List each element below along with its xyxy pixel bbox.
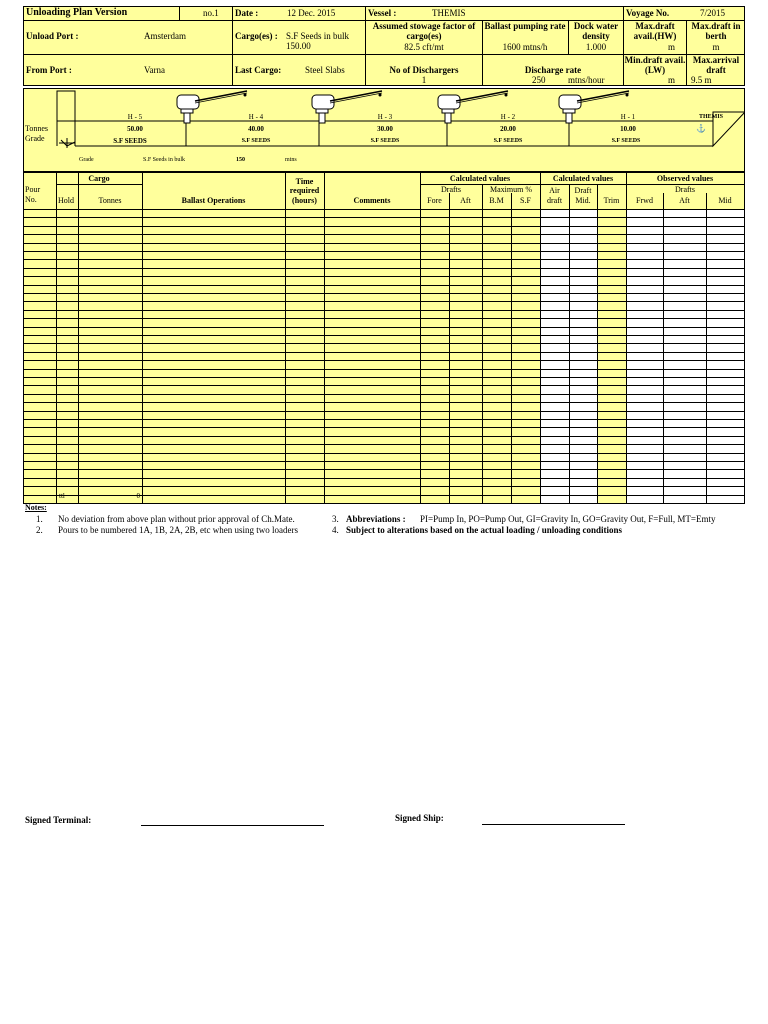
hold-name: H - 5 <box>127 113 143 121</box>
pour-no-header: No. <box>25 195 37 204</box>
table-row[interactable] <box>24 217 744 218</box>
voyage-value: 7/2015 <box>700 8 726 18</box>
table-row[interactable] <box>24 461 744 462</box>
summary-quantity: 150 <box>236 157 245 163</box>
table-row[interactable] <box>24 234 744 235</box>
table-row[interactable] <box>24 327 744 328</box>
max-draft-berth-unit: m <box>712 42 720 52</box>
note-number: 4. <box>332 525 339 535</box>
table-row[interactable] <box>24 369 744 370</box>
note-number: 3. <box>332 514 339 524</box>
min-draft-label: Min.draft avail.(LW) <box>624 55 686 75</box>
vessel-value: THEMIS <box>432 8 466 18</box>
from-port-label: From Port : <box>26 65 72 75</box>
hold-tonnes: 40.00 <box>248 125 264 133</box>
table-row[interactable] <box>24 486 744 487</box>
abbreviations-label: Abbreviations : <box>346 514 406 524</box>
table-row[interactable] <box>24 251 744 252</box>
table-row[interactable] <box>24 335 744 336</box>
cargo-header: Cargo <box>88 174 110 183</box>
max-draft-hw-unit: m <box>668 42 676 52</box>
table-row[interactable] <box>24 301 744 302</box>
table-row[interactable] <box>24 343 744 344</box>
max-draft-berth-label: Max.draft in berth <box>691 21 741 41</box>
signed-terminal-label: Signed Terminal: <box>25 815 92 825</box>
aft-header: Aft <box>460 196 471 205</box>
observed-aft-header: Aft <box>679 196 690 205</box>
summary-grade-value: S.F Seeds in bulk <box>143 157 186 163</box>
table-row[interactable] <box>24 419 744 420</box>
pour-table <box>23 172 745 504</box>
note-number: 1. <box>36 514 43 524</box>
hold-name: H - 3 <box>377 113 393 121</box>
draft-mid-header: Mid. <box>575 196 591 205</box>
unload-port-value: Amsterdam <box>144 31 186 41</box>
cargo-quantity: 150.00 <box>286 41 311 51</box>
ballast-header: Ballast Operations <box>181 196 246 205</box>
table-row[interactable] <box>24 478 744 479</box>
air-draft-header: draft <box>546 196 563 205</box>
hold-tonnes: 20.00 <box>500 125 516 133</box>
version-value: no.1 <box>203 8 219 18</box>
observed-values-header: Observed values <box>656 174 714 183</box>
summary-unit: mtns <box>285 157 297 163</box>
notes-title: Notes: <box>25 503 47 512</box>
dock-density-value: 1.000 <box>585 42 607 52</box>
note-text: No deviation from above plan without prior approval of Ch.Mate. <box>58 514 295 524</box>
discharge-rate-value: 250 <box>532 75 546 85</box>
stowage-label: Assumed stowage factor of cargo(es) <box>372 21 476 41</box>
table-row[interactable] <box>24 259 744 260</box>
time-header-2: required <box>289 186 320 195</box>
tonnes-header: Tonnes <box>98 196 122 205</box>
table-row[interactable] <box>24 310 744 311</box>
fore-header: Fore <box>427 196 442 205</box>
tonnes-row-label: Tonnes <box>25 124 48 133</box>
hold-header: Hold <box>58 196 74 205</box>
hold-name: H - 1 <box>620 113 636 121</box>
pour-header: Pour <box>25 185 41 194</box>
table-row[interactable] <box>24 276 744 277</box>
vessel-label: Vessel : <box>368 8 397 18</box>
bm-header: B.M <box>489 196 504 205</box>
hold-grade: S.F SEEDS <box>611 138 641 144</box>
mid-header: Mid <box>718 196 732 205</box>
calc-values-2-header: Calculated values <box>552 174 614 183</box>
discharge-rate-unit: mtns/hour <box>568 75 605 85</box>
cargo-label: Cargo(es) : <box>235 31 278 41</box>
hold-tonnes: 30.00 <box>377 125 393 133</box>
table-row[interactable] <box>24 377 744 378</box>
hold-name: H - 4 <box>248 113 264 121</box>
table-row[interactable] <box>24 318 744 319</box>
grade-row-label: Grade <box>25 134 45 143</box>
ship-name: THEMIS <box>699 114 724 120</box>
table-row[interactable] <box>24 226 744 227</box>
table-row[interactable] <box>24 411 744 412</box>
total-value: 0 <box>136 492 140 500</box>
table-row[interactable] <box>24 427 744 428</box>
hold-tonnes: 10.00 <box>620 125 636 133</box>
air-header: Air <box>549 186 560 195</box>
discharge-rate-label: Discharge rate <box>524 65 582 75</box>
hold-grade: S.F SEEDS <box>370 138 400 144</box>
table-row[interactable] <box>24 285 744 286</box>
observed-drafts-header: Drafts <box>675 185 695 194</box>
note-text: Pours to be numbered 1A, 1B, 2A, 2B, etc when using two loaders <box>58 525 298 535</box>
table-row[interactable] <box>24 394 744 395</box>
trim-header: Trim <box>603 196 620 205</box>
ship-signature-line[interactable] <box>482 824 625 825</box>
abbreviations-text: PI=Pump In, PO=Pump Out, GI=Gravity In, GO=Gravity Out, F=Full, MT=Emty <box>420 514 716 524</box>
time-header: Time <box>295 177 314 186</box>
comments-header: Comments <box>353 196 391 205</box>
table-row[interactable] <box>24 444 744 445</box>
table-row[interactable] <box>24 436 744 437</box>
table-row[interactable] <box>24 469 744 470</box>
total-label: ttl <box>59 492 65 500</box>
max-arrival-label: Max.arrival draft <box>692 55 740 75</box>
last-cargo-label: Last Cargo: <box>235 65 282 75</box>
hold-tonnes: 50.00 <box>127 125 143 133</box>
frwd-header: Frwd <box>636 196 653 205</box>
unload-port-label: Unload Port : <box>26 31 79 41</box>
dischargers-label: No of Dischargers <box>389 65 459 75</box>
cargo-value: S.F Seeds in bulk <box>286 31 350 41</box>
max-draft-hw-label: Max.draft avail.(HW) <box>633 21 677 41</box>
table-row[interactable] <box>24 268 744 269</box>
terminal-signature-line[interactable] <box>141 825 324 826</box>
table-row[interactable] <box>24 243 744 244</box>
calc-values-header: Calculated values <box>449 174 511 183</box>
dischargers-value: 1 <box>421 75 427 85</box>
table-row[interactable] <box>24 293 744 294</box>
note-number: 2. <box>36 525 43 535</box>
table-row[interactable] <box>24 402 744 403</box>
from-port-value: Varna <box>144 65 165 75</box>
last-cargo-value: Steel Slabs <box>305 65 345 75</box>
ballast-rate-value: 1600 mtns/h <box>502 42 548 52</box>
hold-grade: S.F SEEDS <box>113 137 147 145</box>
page-title: Unloading Plan Version <box>26 7 128 18</box>
maximum-header: Maximum % <box>490 185 532 194</box>
dock-density-label: Dock water density <box>573 21 619 41</box>
table-row[interactable] <box>24 453 744 454</box>
draft-header: Draft <box>574 186 592 195</box>
anchor-icon: ⚓ <box>696 124 706 133</box>
ballast-rate-label: Ballast pumping rate <box>484 21 566 31</box>
hold-grade: S.F SEEDS <box>241 138 271 144</box>
time-header-3: (hours) <box>292 196 317 205</box>
signed-ship-label: Signed Ship: <box>395 813 444 823</box>
table-row[interactable] <box>24 352 744 353</box>
min-draft-unit: m <box>668 75 676 85</box>
voyage-label: Voyage No. <box>626 8 670 18</box>
drafts-header: Drafts <box>441 185 461 194</box>
date-value: 12 Dec. 2015 <box>287 8 336 18</box>
summary-grade-label: Grade <box>79 157 94 163</box>
hold-grade: S.F SEEDS <box>493 138 523 144</box>
max-arrival-value: 9.5 m <box>691 75 712 85</box>
hold-name: H - 2 <box>500 113 516 121</box>
note-text: Subject to alterations based on the actual loading / unloading conditions <box>346 525 623 535</box>
stowage-value: 82.5 cft/mt <box>404 42 444 52</box>
table-row[interactable] <box>24 360 744 361</box>
sf-header: S.F <box>520 196 531 205</box>
table-row[interactable] <box>24 385 744 386</box>
date-label: Date : <box>235 8 259 18</box>
